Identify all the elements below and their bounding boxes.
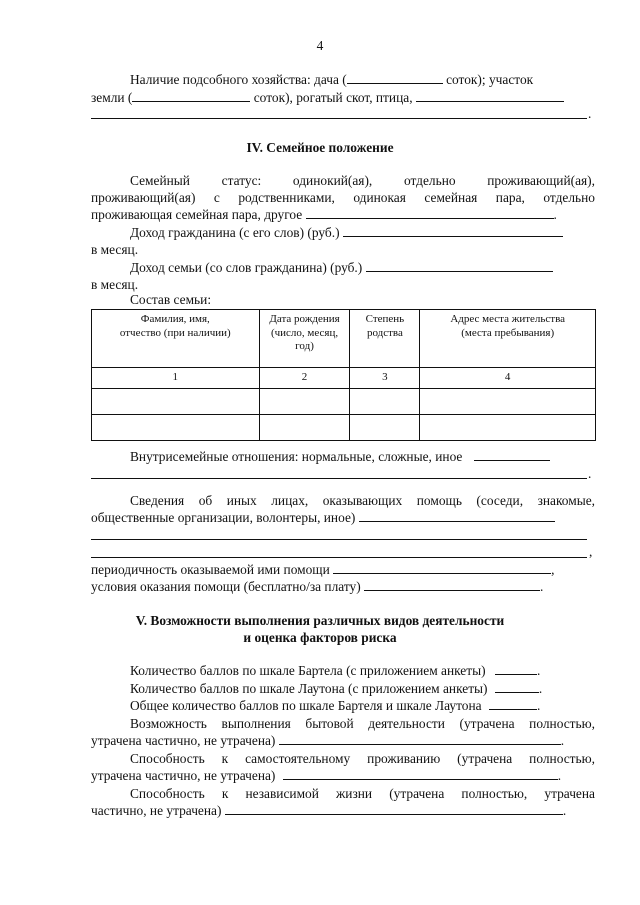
other-helpers-continuation-field[interactable] (91, 557, 587, 558)
other-helpers-line-1: Сведения об иных лицах, оказывающих помощь (соседи, знакомые, (130, 493, 595, 508)
other-helpers-line-2 (91, 510, 555, 526)
family-status-line-3 (91, 207, 557, 223)
col-number: 3 (350, 368, 420, 389)
family-income-label: Доход семьи (со слов гражданина) (руб.) (130, 260, 363, 275)
citizen-income-field[interactable] (343, 225, 563, 237)
period: . (588, 466, 592, 481)
section-4-title: IV. Семейное положение (246, 140, 394, 155)
self-living-line-1: Способность к самостоятельному проживанию (утрачена полностью, (130, 751, 595, 766)
livestock-label: соток), рогатый скот, птица, (253, 90, 413, 105)
household-activity-field[interactable] (279, 733, 561, 745)
household-label: Наличие подсобного хозяйства: дача ( (130, 72, 347, 87)
self-living-field[interactable] (283, 768, 558, 780)
table-row (92, 414, 596, 440)
total-score-field[interactable] (489, 698, 537, 710)
comma: , (551, 562, 555, 577)
family-status-other-field[interactable] (306, 207, 554, 219)
household-line-1 (130, 72, 533, 88)
period: . (536, 698, 541, 713)
comma: , (589, 544, 593, 559)
dacha-field[interactable] (347, 72, 443, 84)
barthel-score-field[interactable] (495, 663, 537, 675)
help-periodicity-line (91, 562, 555, 578)
help-conditions-field[interactable] (364, 579, 540, 591)
col-number: 2 (259, 368, 350, 389)
table-cell[interactable] (259, 388, 350, 414)
help-conditions-line (91, 579, 543, 595)
section-5-title-line-2: и оценка факторов риска (243, 630, 397, 645)
page-number: 4 (316, 38, 324, 53)
total-score-label: Общее количество баллов по шкале Бартеля и шкале Лаутона (130, 698, 482, 713)
livestock-field[interactable] (416, 90, 564, 102)
independent-living-field[interactable] (225, 803, 563, 815)
lawton-score-label: Количество баллов по шкале Лаутона (с приложением анкеты) (130, 681, 488, 696)
self-living-line-2 (91, 768, 561, 784)
table-cell[interactable] (92, 414, 260, 440)
self-living-label: утрачена частично, не утрачена) (91, 768, 276, 783)
household-end: . (588, 106, 592, 121)
header-name: Фамилия, имя, отчество (при наличии) (92, 310, 260, 368)
land-label: земли ( (91, 90, 133, 105)
table-cell[interactable] (350, 388, 420, 414)
help-conditions-label: условия оказания помощи (бесплатно/за плату) (91, 579, 361, 594)
col-number: 4 (420, 368, 596, 389)
other-helpers-field[interactable] (359, 510, 555, 522)
period: . (557, 768, 562, 783)
family-status-other-label: проживающая семейная пара, другое (91, 207, 303, 222)
period: . (553, 207, 557, 222)
total-score-line (130, 698, 540, 714)
table-cell[interactable] (420, 414, 596, 440)
lawton-score-line (130, 681, 542, 697)
period: . (540, 579, 544, 594)
family-relations-line (130, 449, 550, 465)
lawton-score-field[interactable] (495, 681, 539, 693)
header-address: Адрес места жительства (места пребывания) (420, 310, 596, 368)
family-status-line-1: Семейный статус: одинокий(ая), отдельно проживающий(ая), (130, 173, 595, 188)
period: . (562, 803, 567, 818)
other-helpers-label: общественные организации, волонтеры, иное) (91, 510, 356, 525)
header-birth-date: Дата рождения (число, месяц, год) (259, 310, 350, 368)
per-month-2: в месяц. (91, 277, 139, 292)
period: . (560, 733, 565, 748)
header-relationship: Степень родства (350, 310, 420, 368)
land-field[interactable] (132, 90, 250, 102)
independent-living-line-1: Способность к независимой жизни (утрачена полностью, утрачена (130, 786, 595, 801)
table-row (92, 388, 596, 414)
section-5-title-line-1: V. Возможности выполнения различных видов деятельности (135, 613, 505, 628)
household-activity-line-2 (91, 733, 564, 749)
independent-living-line-2 (91, 803, 566, 819)
table-cell[interactable] (420, 388, 596, 414)
family-income-field[interactable] (366, 260, 553, 272)
family-composition-label: Состав семьи: (130, 292, 212, 307)
table-cell[interactable] (92, 388, 260, 414)
family-status-line-2: проживающий(ая) с родственниками, одинокая семейная пара, отдельно (91, 190, 595, 205)
family-composition-table (91, 309, 596, 441)
help-periodicity-field[interactable] (333, 562, 551, 574)
table-cell[interactable] (259, 414, 350, 440)
household-continuation-field[interactable] (91, 118, 587, 119)
household-line-2 (91, 90, 564, 106)
citizen-income-line (130, 225, 563, 241)
period: . (536, 663, 541, 678)
period: . (538, 681, 543, 696)
household-activity-line-1: Возможность выполнения бытовой деятельности (утрачена полностью, (130, 716, 595, 731)
independent-living-label: частично, не утрачена) (91, 803, 222, 818)
household-text: соток); участок (446, 72, 534, 87)
column-number-row (92, 368, 596, 389)
other-helpers-continuation-field[interactable] (91, 539, 587, 540)
family-relations-continuation-field[interactable] (91, 478, 587, 479)
barthel-score-label: Количество баллов по шкале Бартела (с приложением анкеты) (130, 663, 486, 678)
family-income-line (130, 260, 553, 276)
family-relations-field[interactable] (474, 449, 550, 461)
help-periodicity-label: периодичность оказываемой ими помощи (91, 562, 330, 577)
table-cell[interactable] (350, 414, 420, 440)
col-number: 1 (92, 368, 260, 389)
per-month-1: в месяц. (91, 242, 139, 257)
barthel-score-line (130, 663, 540, 679)
family-relations-label: Внутрисемейные отношения: нормальные, сложные, иное (130, 449, 463, 464)
citizen-income-label: Доход гражданина (с его слов) (руб.) (130, 225, 340, 240)
household-activity-label: утрачена частично, не утрачена) (91, 733, 276, 748)
table-header-row (92, 310, 596, 368)
